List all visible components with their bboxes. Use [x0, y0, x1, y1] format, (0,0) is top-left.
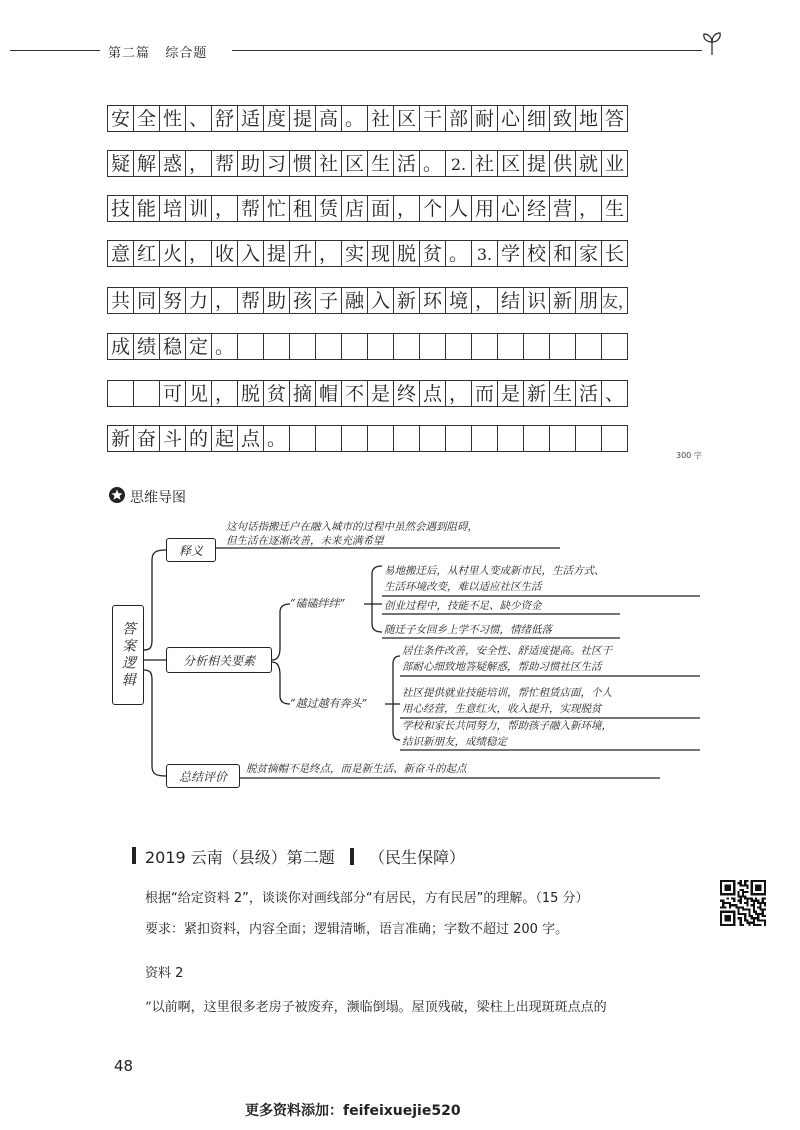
title-bar-right — [350, 848, 354, 865]
grid-cell: 就 — [575, 150, 602, 177]
grid-cell: 助 — [263, 287, 290, 314]
grid-cell: 地 — [575, 105, 602, 132]
grid-cell: 共 — [107, 287, 134, 314]
grid-cell: 帮 — [237, 195, 264, 222]
grid-cell: 起 — [211, 425, 238, 452]
grid-cell: 校 — [523, 240, 550, 267]
bumpy-item-3: 随迁子女回乡上学不习惯，情绪低落 — [384, 624, 552, 636]
grid-cell: 答 — [601, 105, 628, 132]
grid-cell: 心 — [497, 105, 524, 132]
grid-cell: 适 — [237, 105, 264, 132]
grid-cell: 部 — [445, 105, 472, 132]
question-prompt: 根据“给定资料 2”，谈谈你对画线部分“有居民，方有民居”的理解。（15 分） — [145, 891, 589, 906]
grid-cell: 红 — [133, 240, 160, 267]
grid-cell: 人 — [445, 195, 472, 222]
grid-cell: 终 — [393, 380, 420, 407]
grid-cell: 面 — [367, 195, 394, 222]
grid-cell: 生 — [367, 150, 394, 177]
grid-cell: 区 — [497, 150, 524, 177]
grid-cell: 解 — [133, 150, 160, 177]
grid-cell: 见 — [185, 380, 212, 407]
question-title — [145, 845, 465, 868]
grid-cell: ， — [471, 287, 498, 314]
grid-cell: 耐 — [471, 105, 498, 132]
explain-note-line2: 但生活在逐渐改善，未来充满希望 — [226, 535, 384, 547]
grid-cell: ， — [211, 380, 238, 407]
grid-cell: 心 — [497, 195, 524, 222]
grid-cell: 绩 — [133, 333, 160, 360]
grid-cell: ， — [445, 380, 472, 407]
header-section: 第二篇 — [108, 46, 151, 61]
mindmap-root: 答案逻辑 — [112, 605, 144, 705]
grid-cell: 点 — [237, 425, 264, 452]
question-tag: （民生保障） — [369, 848, 466, 867]
sub-better: “越过越有奔头” — [290, 697, 368, 710]
better-item-2a: 社区提供就业技能培训，帮忙租赁店面，个人 — [402, 687, 612, 699]
grid-cell: 火 — [159, 240, 186, 267]
grid-cell: ， — [211, 195, 238, 222]
grid-cell: 供 — [549, 150, 576, 177]
qr-code-icon — [720, 880, 766, 926]
grid-cell: 奋 — [133, 425, 160, 452]
grid-cell: 惯 — [289, 150, 316, 177]
bumpy-item-1b: 生活环境改变，难以适应社区生活 — [384, 581, 542, 593]
grid-cell: 社 — [367, 105, 394, 132]
grid-cell: 家 — [575, 240, 602, 267]
grid-cell: 性 — [159, 105, 186, 132]
header-title: 综合题 — [165, 46, 208, 61]
grid-cell: 入 — [237, 240, 264, 267]
grid-cell: 可 — [159, 380, 186, 407]
footer-note: 更多资料添加：feifeixuejie520 — [245, 1103, 461, 1119]
grid-cell: ， — [315, 240, 342, 267]
grid-cell: 子 — [315, 287, 342, 314]
grid-cell: 营 — [549, 195, 576, 222]
grid-cell: 斗 — [159, 425, 186, 452]
grid-cell: 。 — [445, 240, 472, 267]
grid-cell: 成 — [107, 333, 134, 360]
grid-cell: 是 — [497, 380, 524, 407]
question-source: 2019 云南（县级）第二题 — [145, 848, 335, 867]
grid-cell: 升 — [289, 240, 316, 267]
grid-cell: 和 — [549, 240, 576, 267]
grid-cell: ， — [211, 287, 238, 314]
grid-cell: 贫 — [263, 380, 290, 407]
bumpy-item-2: 创业过程中，技能不足、缺少资金 — [384, 600, 542, 612]
grid-cell: 朋 — [575, 287, 602, 314]
grid-cell: 。 — [419, 150, 446, 177]
grid-cell: 忙 — [263, 195, 290, 222]
grid-cell: 、 — [185, 105, 212, 132]
grid-cell: 的 — [185, 425, 212, 452]
grid-cell: 业 — [601, 150, 628, 177]
grid-cell: 致 — [549, 105, 576, 132]
grid-cell: 惑 — [159, 150, 186, 177]
material-label: 资料 2 — [145, 966, 184, 981]
grid-cell: 结 — [497, 287, 524, 314]
grid-cell: 摘 — [289, 380, 316, 407]
better-item-1b: 部耐心细致地答疑解惑，帮助习惯社区生活 — [402, 661, 602, 673]
grid-cell: 友， — [601, 287, 628, 314]
grid-cell: 活 — [575, 380, 602, 407]
grid-cell: 3. — [471, 240, 498, 267]
grid-cell: 助 — [237, 150, 264, 177]
grid-cell: 定 — [185, 333, 212, 360]
grid-cell: 脱 — [393, 240, 420, 267]
grid-cell: 。 — [211, 333, 238, 360]
bumpy-item-1a: 易地搬迁后，从村里人变成新市民，生活方式、 — [384, 565, 605, 577]
grid-cell: 社 — [315, 150, 342, 177]
grid-cell: 境 — [445, 287, 472, 314]
grid-cell: 2. — [445, 150, 472, 177]
grid-cell: 入 — [367, 287, 394, 314]
grid-cell: 用 — [471, 195, 498, 222]
grid-cell: ， — [393, 195, 420, 222]
grid-cell: 帽 — [315, 380, 342, 407]
branch-explain: 释义 — [166, 538, 216, 562]
grid-cell: 识 — [523, 287, 550, 314]
grid-cell: 环 — [419, 287, 446, 314]
grid-cell: 实 — [341, 240, 368, 267]
better-item-3a: 学校和家长共同努力，帮助孩子融入新环境， — [402, 720, 612, 732]
grid-cell: 社 — [471, 150, 498, 177]
grid-cell: 新 — [523, 380, 550, 407]
grid-cell: 。 — [341, 105, 368, 132]
grid-cell: 是 — [367, 380, 394, 407]
grid-cell: 训 — [185, 195, 212, 222]
grid-cell: 意 — [107, 240, 134, 267]
grid-cell: 点 — [419, 380, 446, 407]
branch-summary: 总结评价 — [166, 764, 240, 788]
grid-cell: 学 — [497, 240, 524, 267]
mindmap-heading: 思维导图 — [130, 490, 186, 506]
grid-cell: 全 — [133, 105, 160, 132]
grid-cell: 能 — [133, 195, 160, 222]
grid-cell: 提 — [263, 240, 290, 267]
grid-cell: 技 — [107, 195, 134, 222]
grid-cell: 新 — [549, 287, 576, 314]
grid-cell: 干 — [419, 105, 446, 132]
grid-cell: 活 — [393, 150, 420, 177]
branch-analyze: 分析相关要素 — [166, 647, 272, 673]
grid-cell: 新 — [393, 287, 420, 314]
page-number: 48 — [114, 1057, 134, 1075]
material-text: “以前啊，这里很多老房子被废弃，濒临倒塌。屋顶残破，梁柱上出现斑斑点点的 — [145, 1000, 607, 1015]
grid-cell: 融 — [341, 287, 368, 314]
grid-cell: 、 — [601, 380, 628, 407]
grid-cell: 培 — [159, 195, 186, 222]
grid-cell: 个 — [419, 195, 446, 222]
grid-cell: 安 — [107, 105, 134, 132]
word-count: 300 字 — [676, 451, 702, 460]
grid-cell: 收 — [211, 240, 238, 267]
grid-cell: 舒 — [211, 105, 238, 132]
better-item-1a: 居住条件改善，安全性、舒适度提高。社区干 — [402, 645, 612, 657]
grid-cell: 不 — [341, 380, 368, 407]
grid-cell: 长 — [601, 240, 628, 267]
grid-cell: 同 — [133, 287, 160, 314]
grid-cell: 生 — [601, 195, 628, 222]
title-bar-left — [132, 847, 136, 864]
grid-cell: 习 — [263, 150, 290, 177]
grid-cell: 现 — [367, 240, 394, 267]
grid-cell: 努 — [159, 287, 186, 314]
explain-note-line1: 这句话指搬迁户在融入城市的过程中虽然会遇到阻碍， — [226, 521, 478, 533]
grid-cell: 脱 — [237, 380, 264, 407]
grid-cell: 帮 — [237, 287, 264, 314]
question-requirement: 要求：紧扣资料，内容全面；逻辑清晰，语言准确；字数不超过 200 字。 — [145, 922, 569, 937]
grid-cell: 店 — [341, 195, 368, 222]
grid-cell: ， — [185, 240, 212, 267]
grid-cell: 租 — [289, 195, 316, 222]
grid-cell: 区 — [393, 105, 420, 132]
grid-cell: 稳 — [159, 333, 186, 360]
grid-cell: 提 — [523, 150, 550, 177]
grid-cell: 度 — [263, 105, 290, 132]
grid-cell: 高 — [315, 105, 342, 132]
grid-cell: 新 — [107, 425, 134, 452]
grid-cell: 疑 — [107, 150, 134, 177]
grid-cell: 而 — [471, 380, 498, 407]
grid-cell: 细 — [523, 105, 550, 132]
grid-cell: 区 — [341, 150, 368, 177]
grid-cell: ， — [185, 150, 212, 177]
better-item-3b: 结识新朋友，成绩稳定 — [402, 736, 507, 748]
grid-cell: 力 — [185, 287, 212, 314]
grid-cell: 贫 — [419, 240, 446, 267]
grid-cell: 孩 — [289, 287, 316, 314]
grid-cell: 。 — [263, 425, 290, 452]
better-item-2b: 用心经营，生意红火，收入提升，实现脱贫 — [402, 703, 602, 715]
summary-note: 脱贫摘帽不是终点，而是新生活、新奋斗的起点 — [246, 763, 467, 775]
grid-cell: 帮 — [211, 150, 238, 177]
grid-cell: 经 — [523, 195, 550, 222]
grid-cell: 生 — [549, 380, 576, 407]
grid-cell: 提 — [289, 105, 316, 132]
grid-cell: ， — [575, 195, 602, 222]
sub-bumpy: “磕磕绊绊” — [290, 597, 346, 610]
grid-cell: 赁 — [315, 195, 342, 222]
